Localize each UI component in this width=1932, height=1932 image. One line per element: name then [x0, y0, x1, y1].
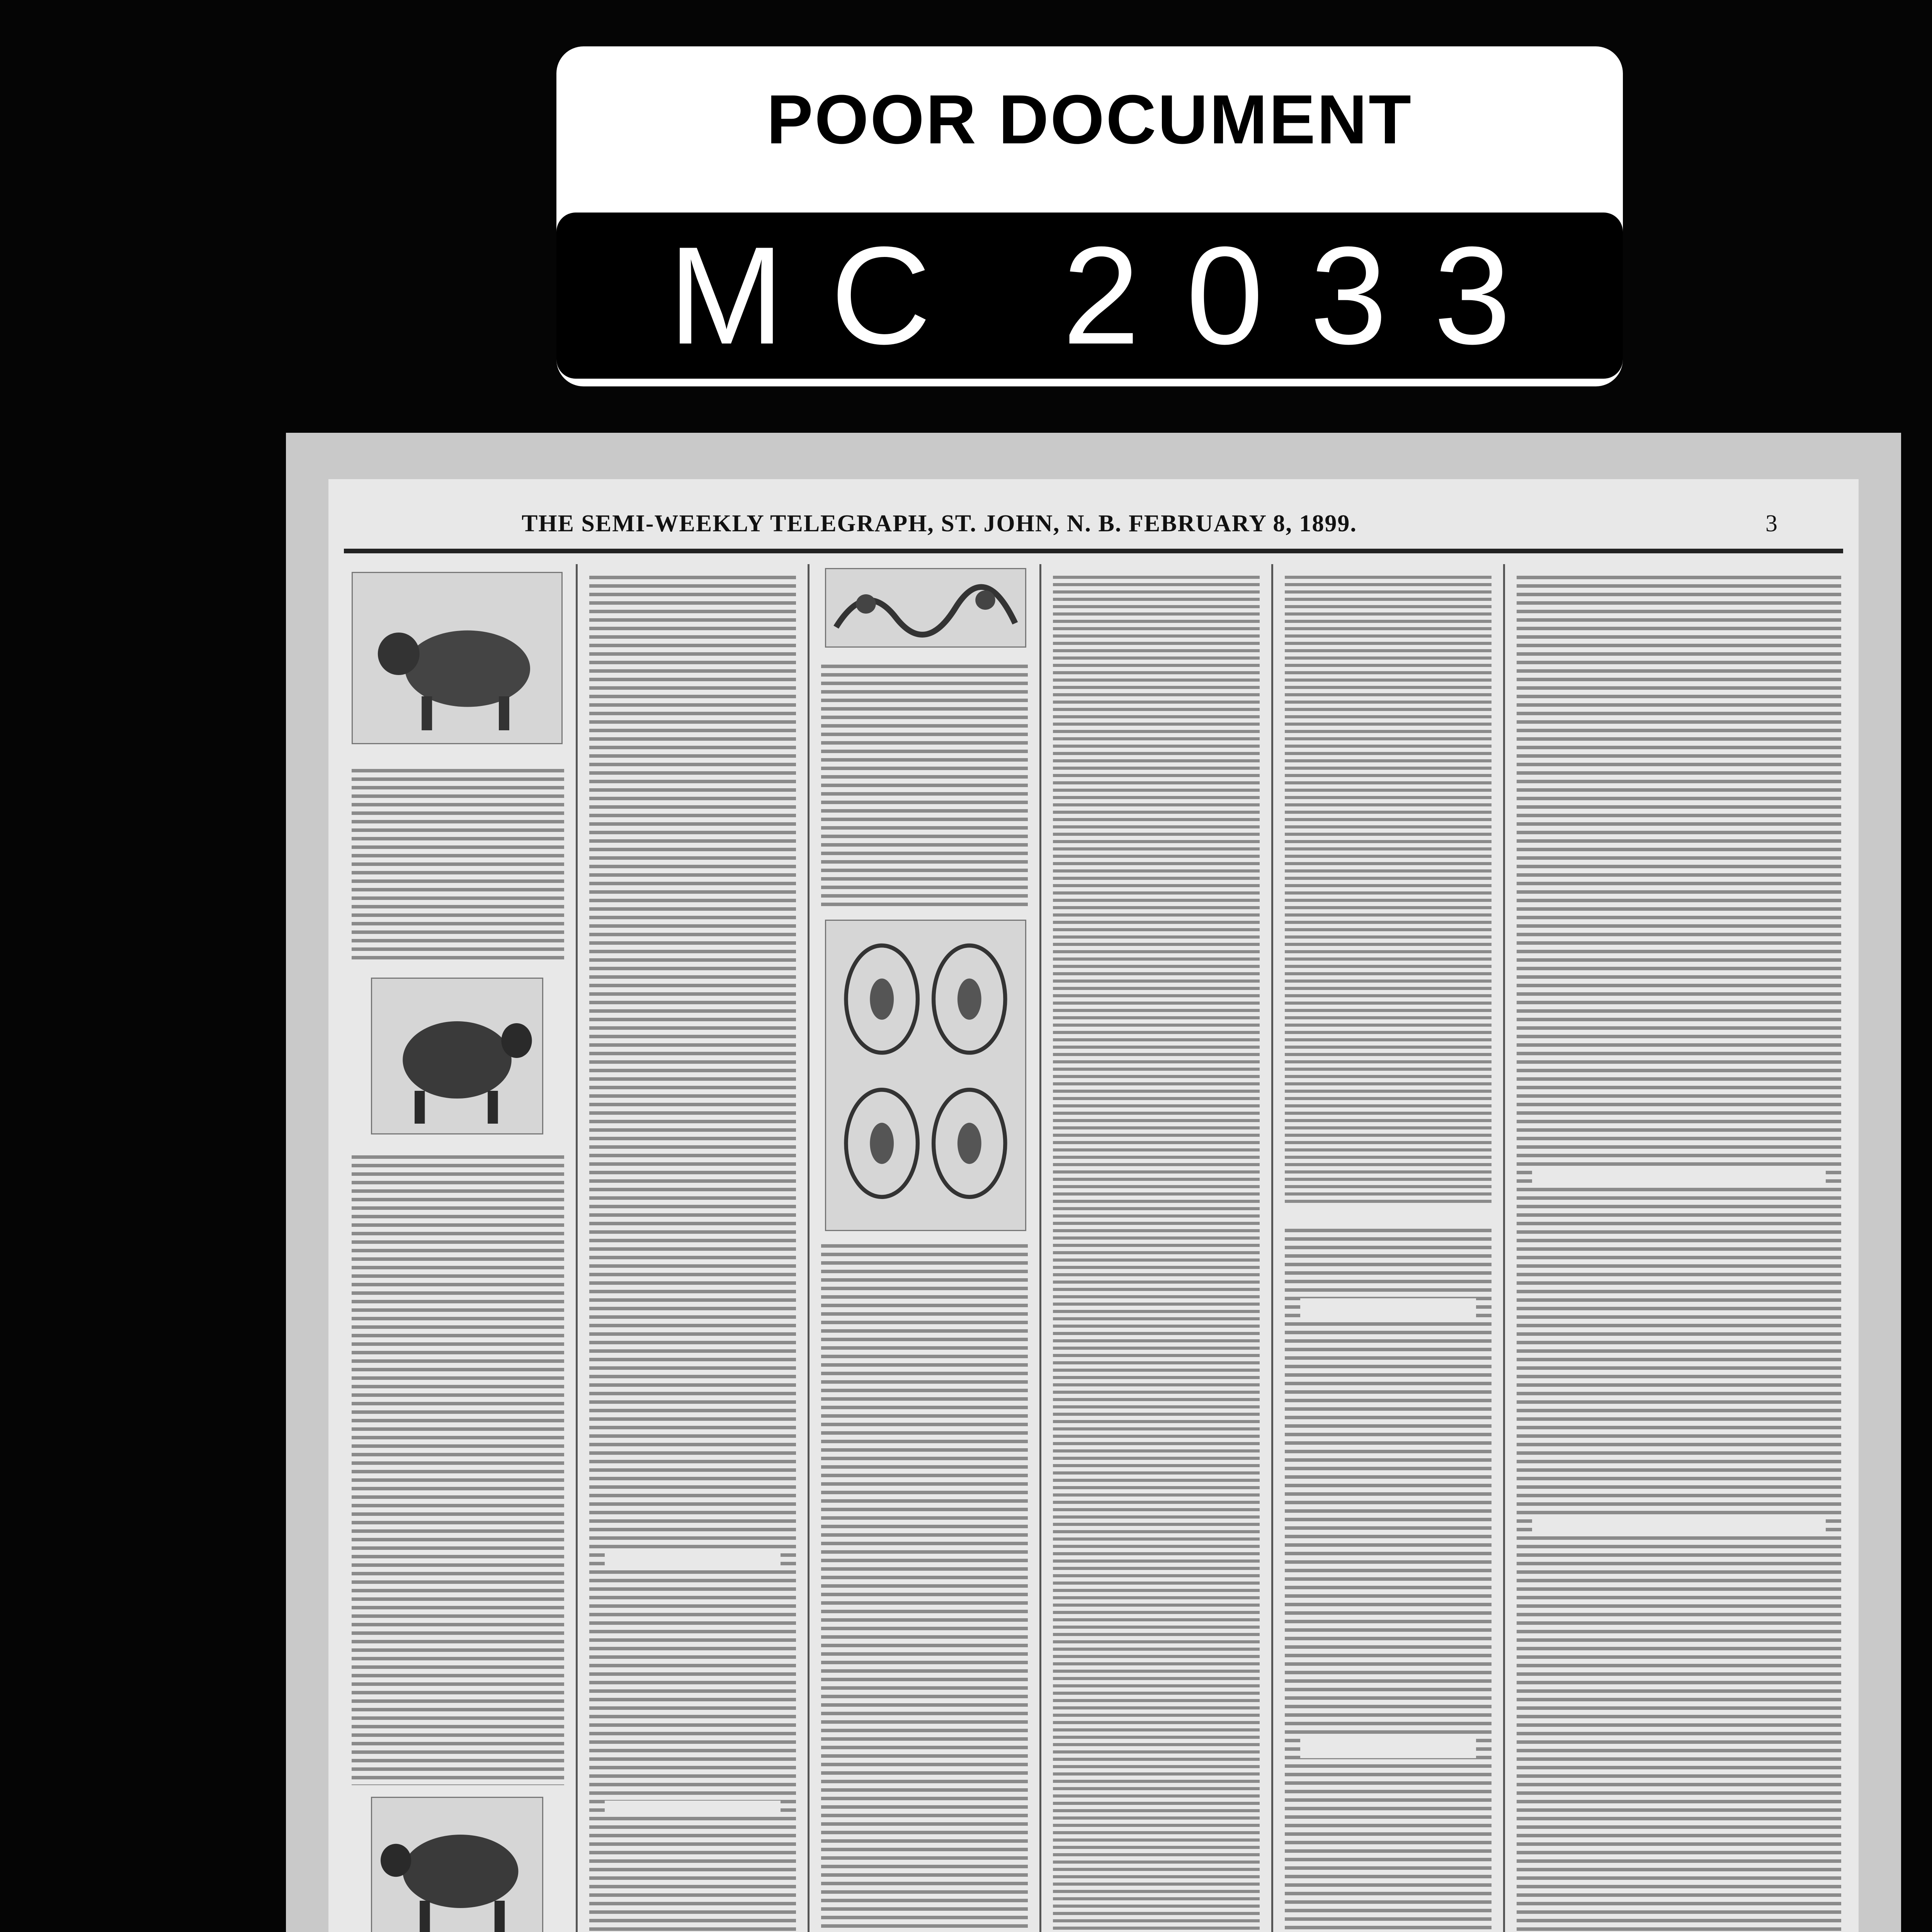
- column-rule: [1039, 564, 1041, 1932]
- illustration-bull-vignette: [352, 572, 563, 744]
- film-label-code: MC 2033: [668, 218, 1558, 373]
- subheading-gap: [605, 1553, 781, 1569]
- illustration-farm-and-garden-heading: [825, 568, 1026, 648]
- column-rule: [1271, 564, 1273, 1932]
- article-text-block: [352, 769, 564, 962]
- film-label-heading: POOR DOCUMENT: [767, 81, 1413, 158]
- subheading-gap: [1532, 1167, 1826, 1186]
- article-text-block: [821, 1244, 1028, 1932]
- column-2: [582, 564, 804, 1932]
- country-market-price-list: [1285, 576, 1492, 1206]
- market-price-list: [1053, 576, 1260, 1932]
- illustration-hereford-steer: [371, 978, 543, 1134]
- article-text-block: [1517, 576, 1841, 1932]
- column-rule: [576, 564, 578, 1932]
- masthead-rule: [344, 549, 1843, 553]
- subheading-gap: [1300, 1735, 1476, 1758]
- column-1: [344, 564, 572, 1932]
- newspaper-page: [286, 433, 1901, 1932]
- article-text-block: [821, 665, 1028, 908]
- article-text-block: [352, 1155, 564, 1785]
- newspaper-masthead: THE SEMI-WEEKLY TELEGRAPH, ST. JOHN, N. B. FEBRUARY 8, 1899.: [522, 510, 1357, 537]
- page-number: 3: [1765, 510, 1777, 537]
- article-text-block: [1285, 1229, 1492, 1932]
- column-3: [813, 564, 1036, 1932]
- subheading-gap: [1532, 1515, 1826, 1534]
- illustration-fat-herefordshire-ox: [371, 1797, 543, 1932]
- article-text-block: [589, 576, 796, 1932]
- subheading-gap: [1300, 1298, 1476, 1321]
- film-label-card: [556, 46, 1623, 386]
- column-rule: [1503, 564, 1505, 1932]
- subheading-gap: [605, 1801, 781, 1816]
- film-label-code-bar: [556, 213, 1623, 379]
- newspaper-sheet: [328, 479, 1859, 1932]
- column-4-markets: [1045, 564, 1267, 1932]
- column-6: [1509, 564, 1849, 1932]
- column-5-markets: [1277, 564, 1499, 1932]
- illustration-plum-cross-sections: [825, 920, 1026, 1231]
- column-rule: [808, 564, 810, 1932]
